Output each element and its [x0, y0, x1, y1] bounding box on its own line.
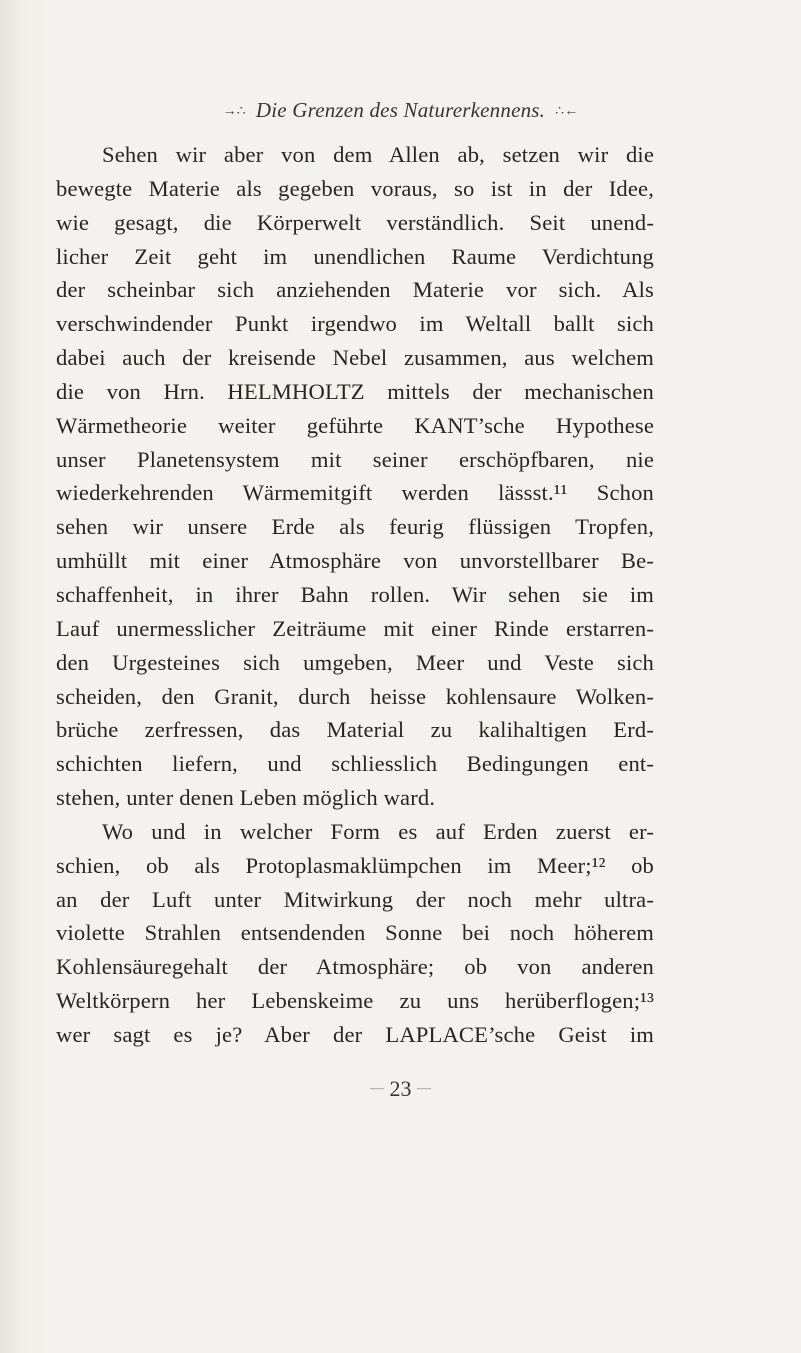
text-line: an der Luft unter Mitwirkung der noch mehr ultra-: [56, 886, 654, 912]
text-line: schaffenheit, in ihrer Bahn rollen. Wir sehen sie im: [56, 581, 654, 607]
text-line: Wo und in welcher Form es auf Erden zuerst er-: [102, 818, 654, 844]
text-line: schichten liefern, und schliesslich Bedingungen ent-: [56, 751, 654, 777]
text-line: Kohlensäuregehalt der Atmosphäre; ob von anderen: [56, 954, 654, 980]
page-number-value: 23: [389, 1076, 412, 1101]
text-line: umhüllt mit einer Atmosphäre von unvorstellbarer Be-: [56, 548, 654, 574]
page-number: [0, 1076, 801, 1102]
text-line: Wärmetheorie weiter geführte KANT’sche Hypothese: [56, 412, 654, 438]
text-line: scheiden, den Granit, durch heisse kohlensaure Wolken-: [56, 683, 654, 709]
body-text: [56, 138, 654, 1052]
text-line: brüche zerfressen, das Material zu kalihaltigen Erd-: [56, 717, 654, 743]
text-line: schien, ob als Protoplasmaklümpchen im Meer;¹² ob: [56, 852, 654, 878]
text-line: violette Strahlen entsendenden Sonne bei noch höherem: [56, 920, 654, 946]
running-header-title: Die Grenzen des Naturerkennens.: [255, 98, 546, 122]
text-line: wie gesagt, die Körperwelt verständlich. Seit unend-: [56, 209, 654, 235]
text-line: wiederkehrenden Wärmemitgift werden lässst.¹¹ Schon: [56, 480, 654, 506]
folio-dash-right: —: [417, 1081, 431, 1096]
text-line: verschwindender Punkt irgendwo im Weltall ballt sich: [56, 311, 654, 337]
text-line: den Urgesteines sich umgeben, Meer und Veste sich: [56, 649, 654, 675]
folio-dash-left: —: [370, 1081, 384, 1096]
text-line: Lauf unermesslicher Zeiträume mit einer Rinde erstarren-: [56, 615, 654, 641]
text-line: sehen wir unsere Erde als feurig flüssigen Tropfen,: [56, 514, 654, 540]
text-line: Weltkörpern her Lebenskeime zu uns herüberflogen;¹³: [56, 988, 654, 1014]
text-line: stehen, unter denen Leben möglich ward.: [56, 785, 436, 811]
text-line: wer sagt es je? Aber der LAPLACE’sche Geist im: [56, 1021, 654, 1047]
text-line: unser Planetensystem mit seiner erschöpfbaren, nie: [56, 446, 654, 472]
text-line: die von Hrn. HELMHOLTZ mittels der mechanischen: [56, 378, 654, 404]
text-line: dabei auch der kreisende Nebel zusammen, aus welchem: [56, 345, 654, 371]
ornament-right-icon: ∴←: [555, 104, 579, 119]
text-line: bewegte Materie als gegeben voraus, so ist in der Idee,: [56, 175, 654, 201]
ornament-left-icon: →∴: [222, 104, 246, 119]
text-line: Sehen wir aber von dem Allen ab, setzen wir die: [102, 142, 654, 167]
text-line: licher Zeit geht im unendlichen Raume Verdichtung: [56, 243, 654, 269]
running-header: [0, 98, 801, 123]
text-line: der scheinbar sich anziehenden Materie vor sich. Als: [56, 277, 654, 303]
